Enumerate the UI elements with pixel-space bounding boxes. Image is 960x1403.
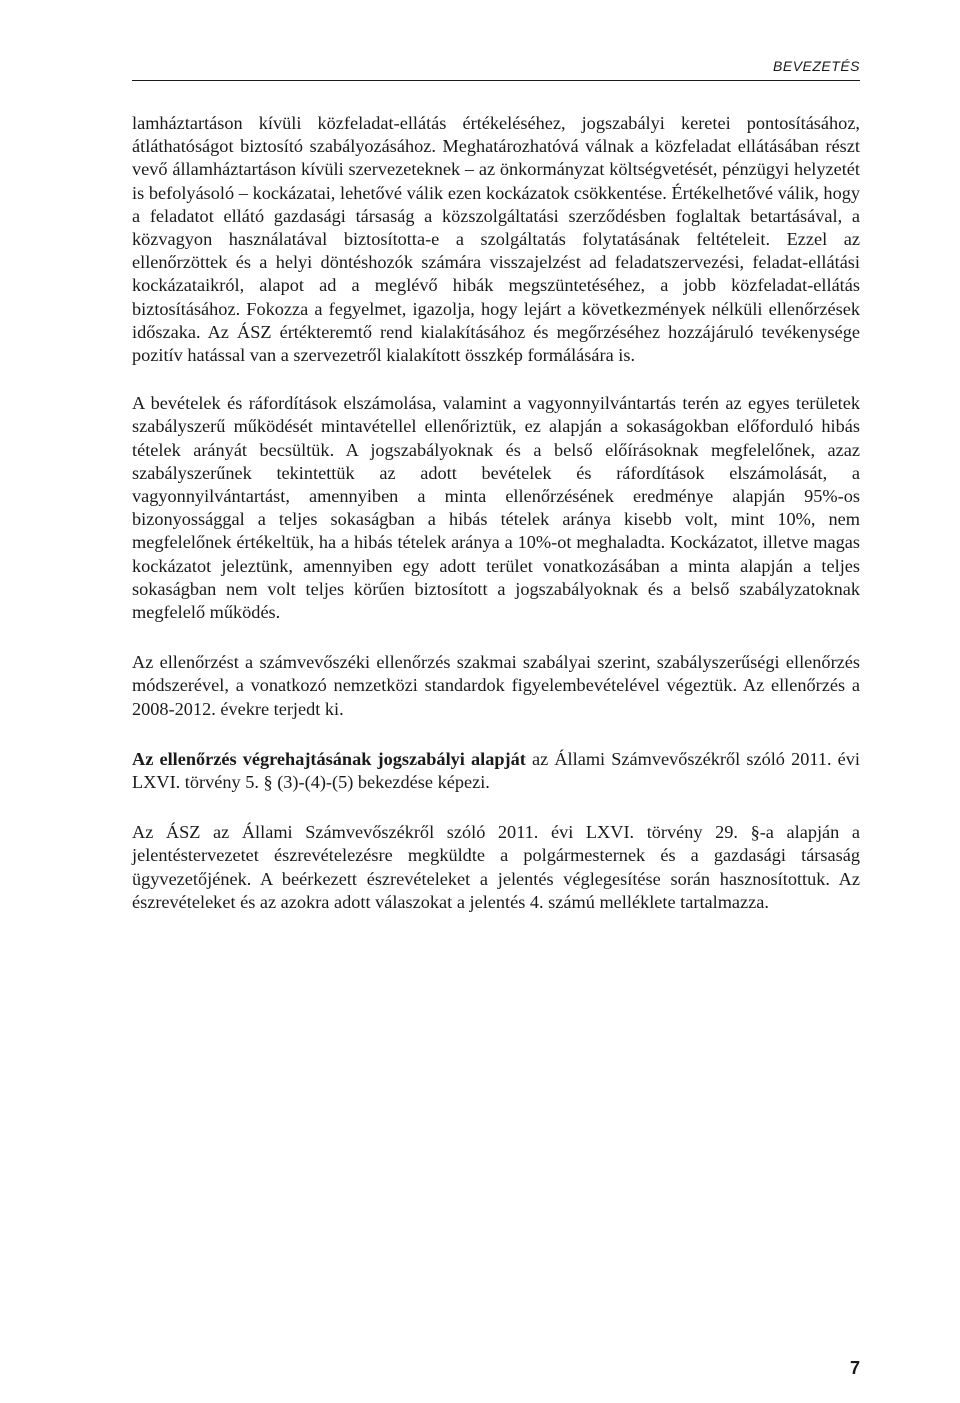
page-number: 7 xyxy=(849,1358,860,1378)
legal-basis-rest: az Állami Számvevőszékről szóló 2011. évi LXVI. törvény 5. § (3)-(4)-(5) bekezdése képezi. xyxy=(132,748,860,793)
running-header xyxy=(132,58,860,81)
paragraph-closing: Az ÁSZ az Állami Számvevőszékről szóló 2011. évi LXVI. törvény 29. §-a alapján a jelentéstervezetet észrevételezésre megküldte a polgármesternek és a gazdasági társaság ügyvezetőjének. A beérkezett észrevételeket a jelentés véglegesítése során hasznosítottuk. Az észrevételeket és az azokra adott válaszokat a jelentés 4. számú melléklete tartalmazza. xyxy=(132,822,860,912)
paragraph-sampling-method: A bevételek és ráfordítások elszámolása, valamint a vagyonnyilvántartás terén az egyes területek szabályszerű működését mintavétellel ellenőriztük, ez alapján a sokaságokban előforduló hibás tételek arányát becsültük. A jogszabályoknak és a belső előírásoknak megfelelőnek, azaz szabályszerűnek tekintettük az adott bevételek és ráfordítások elszámolását, a vagyonnyilvántartást, amennyiben a minta ellenőrzésének eredménye alapján 95%-os bizonyossággal a teljes sokaságban a hibás tételek aránya kisebb volt, mint 10%, nem megfelelőnek értékeltük, ha a hibás tételek aránya a 10%-ot meghaladta. Kockázatot, illetve magas kockázatot jeleztünk, amennyiben egy adott terület vonatkozásában a minta alapján a teljes sokaságban nem volt teljes körűen biztosított a jogszabályoknak és a belső szabályzatoknak megfelelő működés. xyxy=(132,393,860,623)
paragraph-legal-basis xyxy=(132,748,860,794)
paragraph-audit-scope: Az ellenőrzést a számvevőszéki ellenőrzés szakmai szabályai szerint, szabályszerűségi ellenőrzés módszerével, a vonatkozó nemzetközi standardok figyelembevételével végeztük. Az ellenőrzés a 2008-2012. évekre terjedt ki. xyxy=(132,652,860,719)
legal-basis-bold-lead: Az ellenőrzés végrehajtásának jogszabályi alapját xyxy=(132,748,526,769)
page-body xyxy=(132,112,860,941)
section-title: BEVEZETÉS xyxy=(773,58,860,74)
paragraph-intro-continued: lamháztartáson kívüli közfeladat-ellátás értékeléséhez, jogszabályi keretei pontosításához, átláthatóságot biztosító szabályozásához. Meghatározhatóvá válnak a közfeladat ellátásában részt vevő államháztartáson kívüli szervezeteknek – az önkormányzat költségvetését, pénzügyi helyzetét is befolyásoló – kockázatai, lehetővé válik ezen kockázatok csökkentése. Értékelhetővé válik, hogy a feladatot ellátó gazdasági társaság a közszolgáltatási szerződésben foglaltak betartásával, a közvagyon használatával biztosította-e a szolgáltatás folytatásának feltételeit. Ezzel az ellenőrzöttek és a helyi döntéshozók számára visszajelzést ad feladatszervezési, feladat-ellátási kockázataikról, alapot ad a meglévő hibák megszüntetéséhez, a jobb közfeladat-ellátás biztosításához. Fokozza a fegyelmet, igazolja, hogy lejárt a következmények nélküli ellenőrzések időszaka. Az ÁSZ értékteremtő rend kialakításához és megőrzéséhez hozzájáruló tevékenysége pozitív hatással van a szervezetről kialakított összkép formálására is. xyxy=(132,113,860,366)
